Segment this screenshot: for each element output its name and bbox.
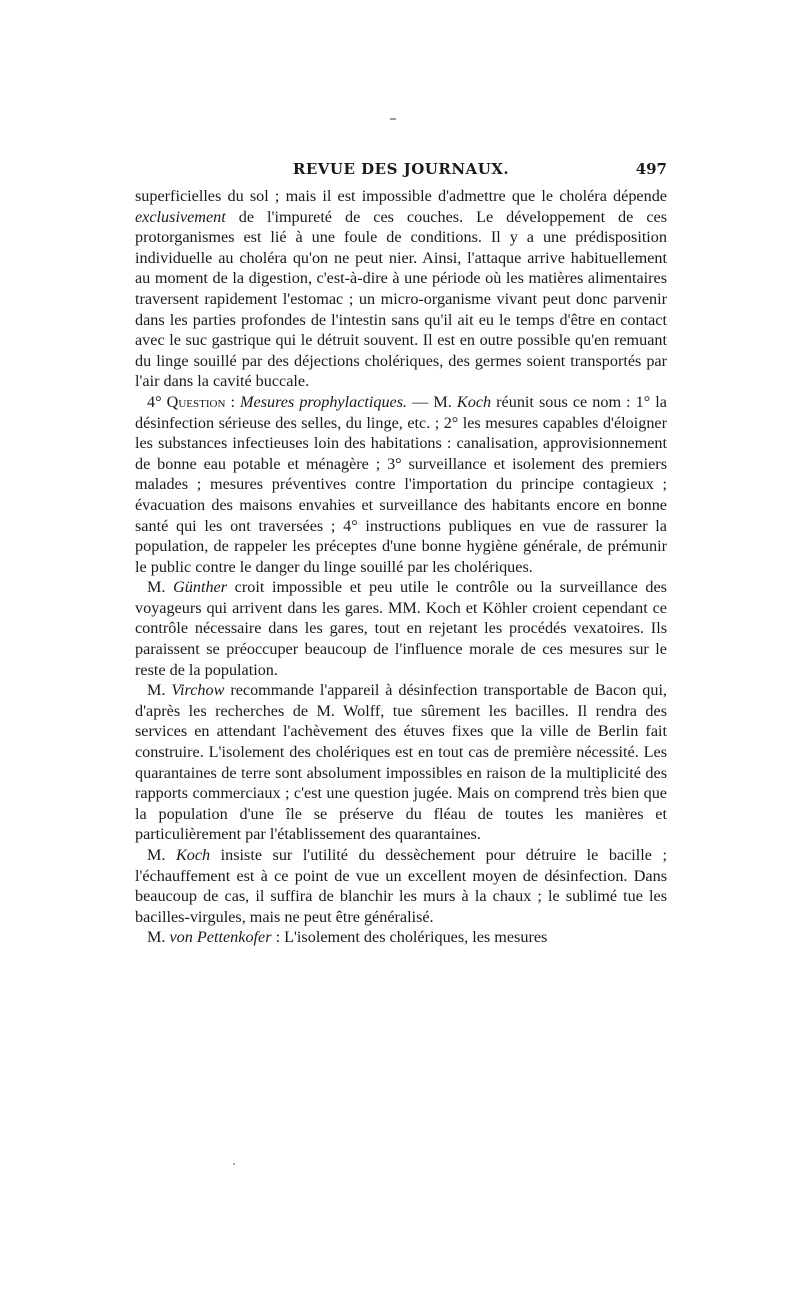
- italic-text: Mesures prophylactiques.: [240, 392, 408, 411]
- text-run: croit impossible et peu utile le contrôle ou la surveillance des voyageurs qui arrivent dans les gares. MM. Koch et Köhler croient cependant ce contrôle nécessaire dans les gares, tout en rejetant les procédés vexatoires. Ils paraissent se préoccuper beaucoup de l'influence morale de ces mesures sur le reste de la population.: [135, 578, 667, 679]
- text-run: — M.: [407, 392, 457, 411]
- page-header: [135, 160, 667, 186]
- text-run: insiste sur l'utilité du dessèchement pour détruire le bacille ; l'échauffement est à ce point de vue un excellent moyen de désinfection. Dans beaucoup de cas, il suffira de blanchir les murs à la chaux ; le sublimé tue les bacilles-virgules, mais ne peut être généralisé.: [135, 846, 667, 926]
- italic-text: Günther: [173, 578, 228, 597]
- italic-text: exclusivement: [135, 207, 226, 226]
- running-title: REVUE DES JOURNAUX.: [292, 160, 510, 178]
- print-speck: [233, 1163, 235, 1165]
- italic-text: von Pettenkofer: [169, 928, 272, 947]
- paragraph: [135, 680, 667, 845]
- paragraph: [135, 845, 667, 927]
- text-run: recommande l'appareil à désinfection transportable de Bacon qui, d'après les recherches de M. Wolff, tue sûrement les bacilles. Il rendra des services en attendant l'achèvement des étuves fixes que la ville de Berlin fait construire. L'isolement des cholériques est en tout cas de première nécessité. Les quarantaines de terre sont absolument impossibles en raison de la multiplicité des rapports commerciaux ; c'est une question jugée. Mais on comprend très bien que la population d'une île se préserve du fléau de toutes les manières et particulièrement par l'établissement des quarantaines.: [135, 681, 667, 844]
- italic-text: Koch: [456, 392, 492, 411]
- text-run: M.: [147, 578, 174, 597]
- text-run: de l'impureté de ces couches. Le développement de ces protorganismes est lié à une foule de conditions. Il y a une prédisposition individuelle au choléra qu'on ne peut nier. Ainsi, l'attaque arrive habituellement au moment de la digestion, c'est-à-dire à une période où les matières alimentaires traversent rapidement l'estomac ; un micro-organisme vivant peut donc parvenir dans les parties profondes de l'intestin sans qu'il ait eu le temps d'être en contact avec le suc gastrique qui le détruit souvent. Il est en outre possible qu'en remuant du linge souillé par des déjections cholériques, des germes soient transportés par l'air dans la cavité buccale.: [135, 207, 667, 391]
- text-run: 4°: [147, 392, 167, 411]
- italic-text: Virchow: [171, 681, 225, 700]
- text-run: M.: [147, 928, 170, 947]
- paragraph: [135, 186, 667, 392]
- text-run: réunit sous ce nom : 1° la désinfection sérieuse des selles, du linge, etc. ; 2° les mesures capables d'éloigner les substances infectieuses loin des habitations : canalisation, approvisionnement de bonne eau potable et ménagère ; 3° surveillance et isolement des premiers malades ; mesures préventives contre l'importation du principe contagieux ; évacuation des maisons envahies et surveillance des habitants encore en bonne santé qui les ont traversées ; 4° instructions publiques en vue de rassurer la population, de rappeler les préceptes d'une bonne hygiène générale, de prémunir le public contre le danger du linge souillé par les cholériques.: [135, 392, 667, 576]
- text-run: : L'isolement des cholériques, les mesures: [271, 928, 548, 947]
- text-run: M.: [147, 681, 172, 700]
- text-run: M.: [147, 846, 176, 864]
- text-run: :: [225, 392, 241, 411]
- text-run: superficielles du sol ; mais il est impossible d'admettre que le choléra dépende: [135, 187, 667, 205]
- page-number: 497: [635, 160, 667, 178]
- smallcaps-text: Question: [166, 392, 226, 411]
- print-mark: [390, 118, 396, 120]
- italic-text: Koch: [175, 846, 211, 864]
- body-text: [135, 186, 667, 948]
- paragraph: [135, 927, 667, 948]
- paragraph: [135, 392, 667, 577]
- paragraph: [135, 577, 667, 680]
